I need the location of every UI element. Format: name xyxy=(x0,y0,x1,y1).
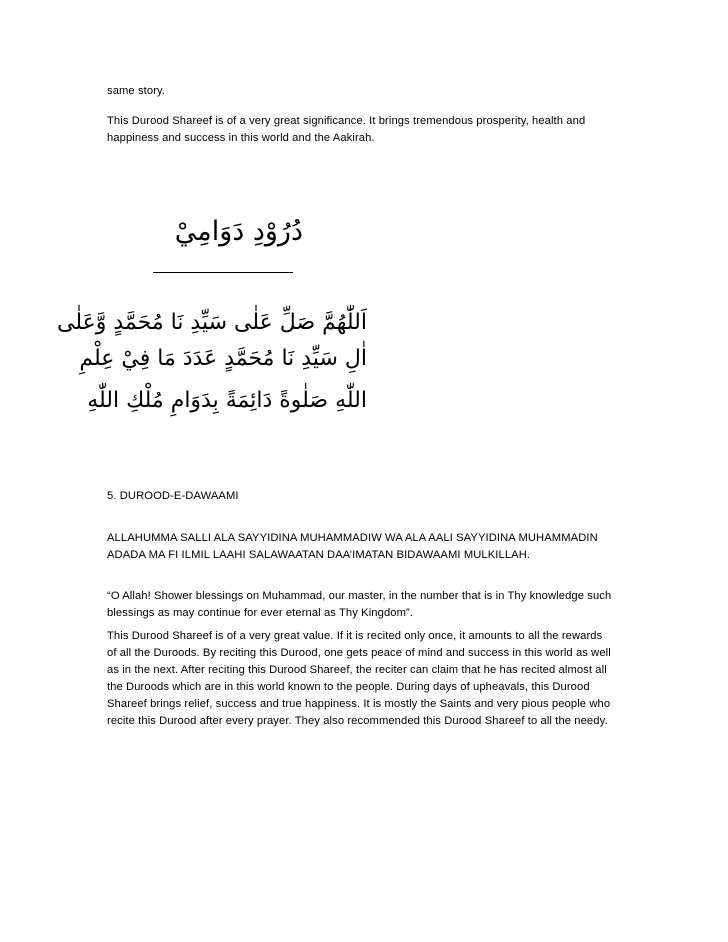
transliteration-paragraph: ALLAHUMMA SALLI ALA SAYYIDINA MUHAMMADIW WA ALA AALI SAYYIDINA MUHAMMADIN ADADA MA FI ILMIL LAAHI SALAWAATAN DAA’IMATAN BIDAWAAMI MULKILLAH. xyxy=(107,532,598,561)
arabic-heading-underline xyxy=(153,272,293,273)
section-heading: 5. DUROOD-E-DAWAAMI xyxy=(107,490,239,502)
translation-paragraph: “O Allah! Shower blessings on Muhammad, our master, in the number that is in Thy knowledge such blessings as may continue for ever eternal as Thy Kingdom”. xyxy=(107,590,612,619)
arabic-text-line-2: اٰلِ سَيِّدِ نَا مُحَمَّدٍ عَدَدَ مَا فِيْ عِلْمِ xyxy=(79,346,367,371)
arabic-text-line-1: اَللّٰهُمَّ صَلِّ عَلٰى سَيِّدِ نَا مُحَمَّدٍ وَّعَلٰى xyxy=(57,310,367,335)
arabic-text-line-3: اللّٰهِ صَلٰوةً دَائِمَةً بِدَوَامِ مُلْكِ اللّٰهِ xyxy=(87,388,367,413)
description-paragraph: This Durood Shareef is of a very great value. If it is recited only once, it amounts to all the rewards of all the Duroods. By reciting this Durood, one gets peace of mind and success in this world as well as in the next. After reciting this Durood Shareef, the reciter can claim that he has recited almost all the Duroods which are in this world known to the people. During days of upheavals, this Durood Shareef brings relief, success and true happiness. It is mostly the Saints and very pious people who recite this Durood after every prayer. They also recommended this Durood Shareef to all the needy. xyxy=(107,630,611,727)
arabic-heading: دُرُوْدِ دَوَامِيْ xyxy=(174,216,303,247)
intro-first-line: same story. xyxy=(107,85,166,97)
intro-paragraph: This Durood Shareef is of a very great significance. It brings tremendous prosperity, health and happiness and success in this world and the Aakirah. xyxy=(107,115,586,144)
